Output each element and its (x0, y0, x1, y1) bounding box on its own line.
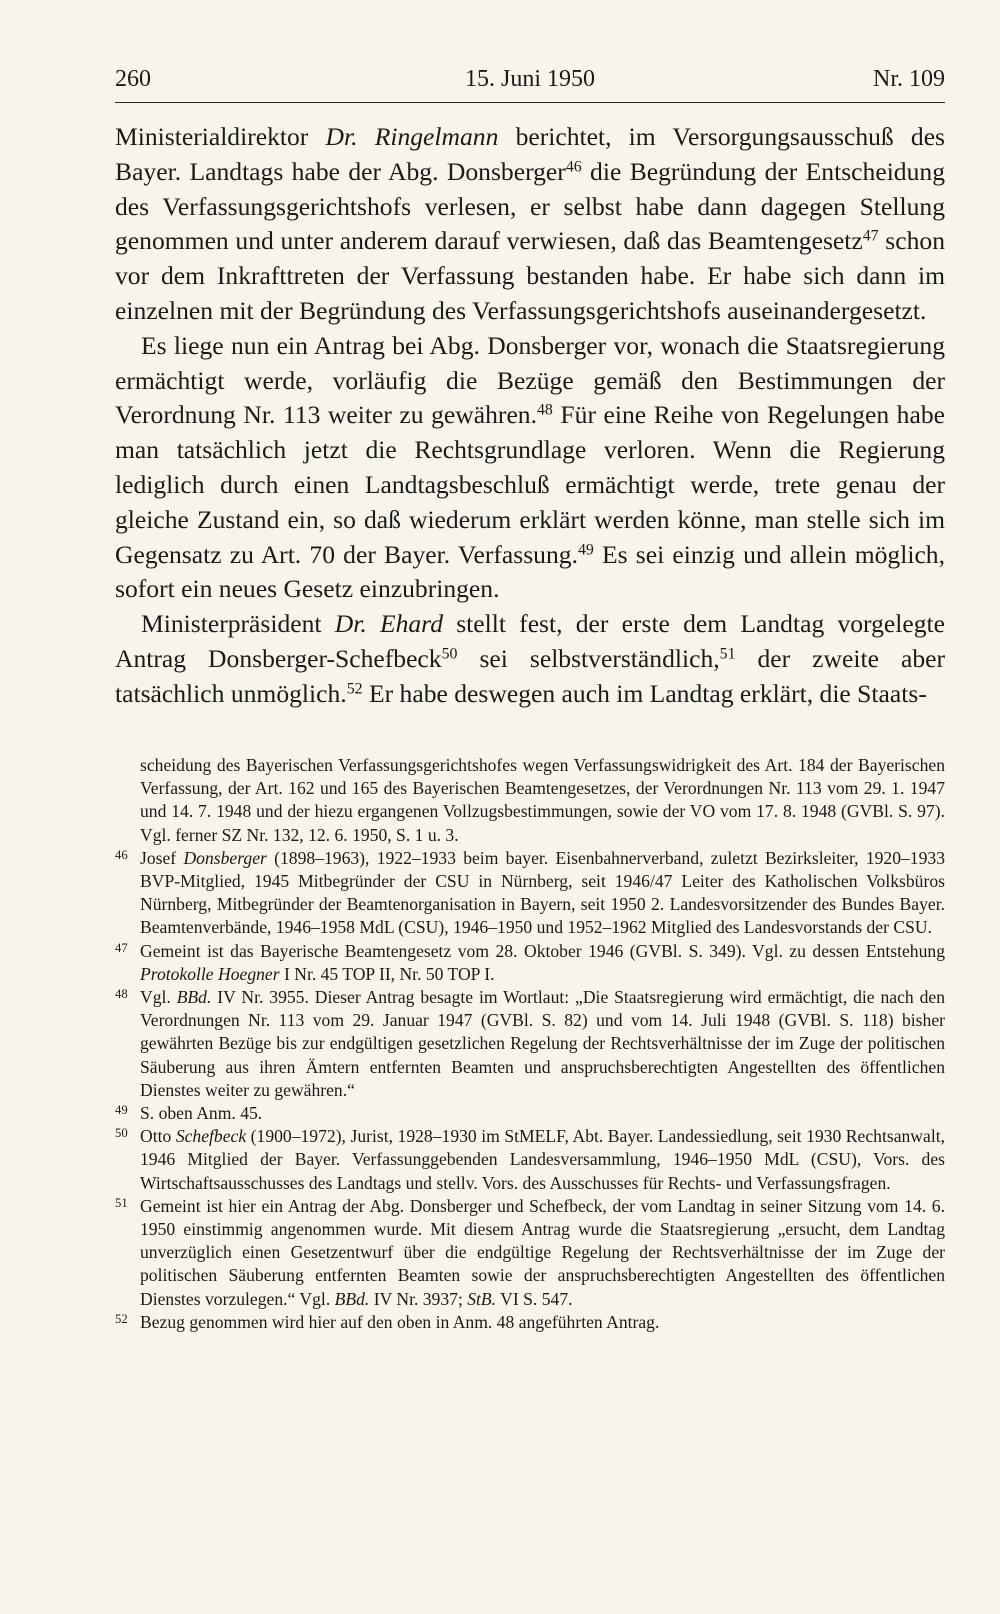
footnote-51: 51 Gemeint ist hier ein Antrag der Abg. Donsberger und Schefbeck, der vom Landtag in seiner Sitzung vom 14. 6. 1950 einstimmig angenommen wurde. Mit diesem Antrag wurde die Staatsregierung „ersucht, dem Landtag unverzüglich einen Gesetzentwurf über die endgültige Regelung der Rechtsverhältnisse der im Zuge der politischen Säuberung entfernten Beamten sowie der anspruchsberechtigten Angestellten des öffentlichen Dienstes vorzulegen.“ Vgl. BBd. IV Nr. 3937; StB. VI S. 547. (115, 1195, 945, 1309)
footnote-46: 46 Josef Donsberger (1898–1963), 1922–1933 beim bayer. Eisenbahnerverband, zuletzt Bezirksleiter, 1920–1933 BVP-Mitglied, 1945 Mitbegründer der CSU in Nürnberg, seit 1946/47 Leiter des Katholischen Volksbüros Nürnberg, Mitbegründer der Beamtenorganisation in Bayern, seit 1950 2. Landesvorsitzender des Bundes Bayer. Beamtenverbände, 1946–1958 MdL (CSU), 1946–1950 und 1952–1962 Mitglied des Landesvorstands der CSU. (115, 847, 945, 938)
person-name: Dr. Ehard (334, 609, 443, 639)
footnote-52: 52 Bezug genommen wird hier auf den oben in Anm. 48 angeführten Antrag. (115, 1311, 660, 1332)
footnote-ref: 46 (565, 158, 582, 176)
footnotes (115, 754, 945, 1334)
footnote-49: 49 S. oben Anm. 45. (115, 1103, 263, 1124)
header-date: 15. Juni 1950 (464, 66, 595, 92)
footnote-ref: 52 (346, 680, 363, 698)
footnote-48: 48 Vgl. BBd. IV Nr. 3955. Dieser Antrag besagte im Wortlaut: „Die Staatsregierung wird ermächtigt, die nach den Verordnungen Nr. 113 vom 29. Januar 1947 (GVBl. S. 82) und vom 14. Juli 1948 (GVBl. S. 118) bisher gewährten Bezüge bis zur endgültigen gesetzlichen Regelung der Rechtsverhältnisse der im Zuge der politischen Säuberung aus ihren Ämtern entfernten Beamten und anspruchsberechtigten Angestellten des öffentlichen Dienstes weiter zu gewähren.“ (115, 987, 946, 1100)
footnote-number: 52 (115, 1311, 128, 1326)
issue-number: Nr. 109 (873, 66, 945, 92)
paragraph-antrag: Es liege nun ein Antrag bei Abg. Donsberger vor, wonach die Staatsregierung ermächtigt werde, vorläufig die Bezüge gemäß den Bestimmungen der Verordnung Nr. 113 weiter zu gewähren.$^{48}$ Für eine Reihe von Regelungen habe man tatsächlich jetzt die Rechtsgrundlage verloren. Wenn die Regierung lediglich durch einen Landtagsbeschluß ermächtigt werde, trete genau der gleiche Zustand ein, so daß wiederum erklärt werden könne, man stelle sich im Gegensatz zu Art. 70 der Bayer. Verfassung.$^{49}$ Es sei einzig und allein möglich, sofort ein neues Gesetz einzubringen. (115, 330, 945, 604)
main-text (115, 120, 945, 712)
footnote-number: 46 (115, 847, 128, 862)
paragraph-ehard: Ministerpräsident Dr. Ehard stellt fest, der erste dem Landtag vorgelegte Antrag Donsberger-Schefbeck$^{50}$ sei selbstverständlich,$^{51}$ der zweite aber tatsächlich unmöglich.$^{52}$ Er habe deswegen auch im Landtag erklärt, die Staats- (115, 609, 945, 708)
footnote-number: 49 (115, 1103, 128, 1118)
paragraph-ringelmann: Ministerialdirektor Dr. Ringelmann berichtet, im Versorgungsausschuß des Bayer. Landtags habe der Abg. Donsberger$^{46}$ die Begründung der Entscheidung des Verfassungsgerichtshofs verlesen, er selbst habe dann dagegen Stellung genommen und unter anderem darauf verwiesen, daß das Beamtengesetz$^{47}$ schon vor dem Inkrafttreten der Verfassung bestanden habe. Er habe sich dann im einzelnen mit der Begründung des Verfassungsgerichtshofs auseinandergesetzt. (115, 122, 946, 325)
footnote-number: 50 (115, 1126, 128, 1141)
footnote-ref: 51 (719, 645, 736, 663)
page-number: 260 (115, 66, 151, 92)
footnote-ref: 48 (537, 401, 553, 419)
footnote-ref: 50 (441, 645, 458, 663)
footnote-continuation: scheidung des Bayerischen Verfassungsgerichtshofes wegen Verfassungswidrigkeit des Art. 184 der Bayerischen Verfassung, der Art. 162 und 165 des Bayerischen Beamtengesetzes, der Verordnungen Nr. 113 vom 29. 1. 1947 und 14. 7. 1948 und der hiezu ergangenen Vollzugsbestimmungen, sowie der VO vom 17. 8. 1948 (GVBl. S. 97). Vgl. ferner SZ Nr. 132, 12. 6. 1950, S. 1 u. 3. (140, 755, 945, 845)
footnote-number: 48 (115, 987, 128, 1002)
running-header (115, 62, 945, 103)
footnote-number: 51 (115, 1195, 128, 1210)
footnote-47: 47 Gemeint ist das Bayerische Beamtengesetz vom 28. Oktober 1946 (GVBl. S. 349). Vgl. zu dessen Entstehung Protokolle Hoegner I Nr. 45 TOP II, Nr. 50 TOP I. (115, 940, 945, 984)
person-name: Dr. Ringelmann (325, 122, 499, 151)
footnote-50: 50 Otto Schefbeck (1900–1972), Jurist, 1928–1930 im StMELF, Abt. Bayer. Landessiedlung, seit 1930 Rechtsanwalt, 1946 Mitglied der Bayer. Verfassunggebenden Landesversammlung, 1946–1950 MdL (CSU), Vors. des Wirtschaftsausschusses des Landtags und stellv. Vors. des Ausschusses für Rechts- und Verfassungsfragen. (115, 1126, 945, 1193)
footnote-number: 47 (115, 940, 128, 955)
footnote-ref: 49 (577, 540, 594, 558)
footnote-ref: 47 (862, 227, 879, 245)
